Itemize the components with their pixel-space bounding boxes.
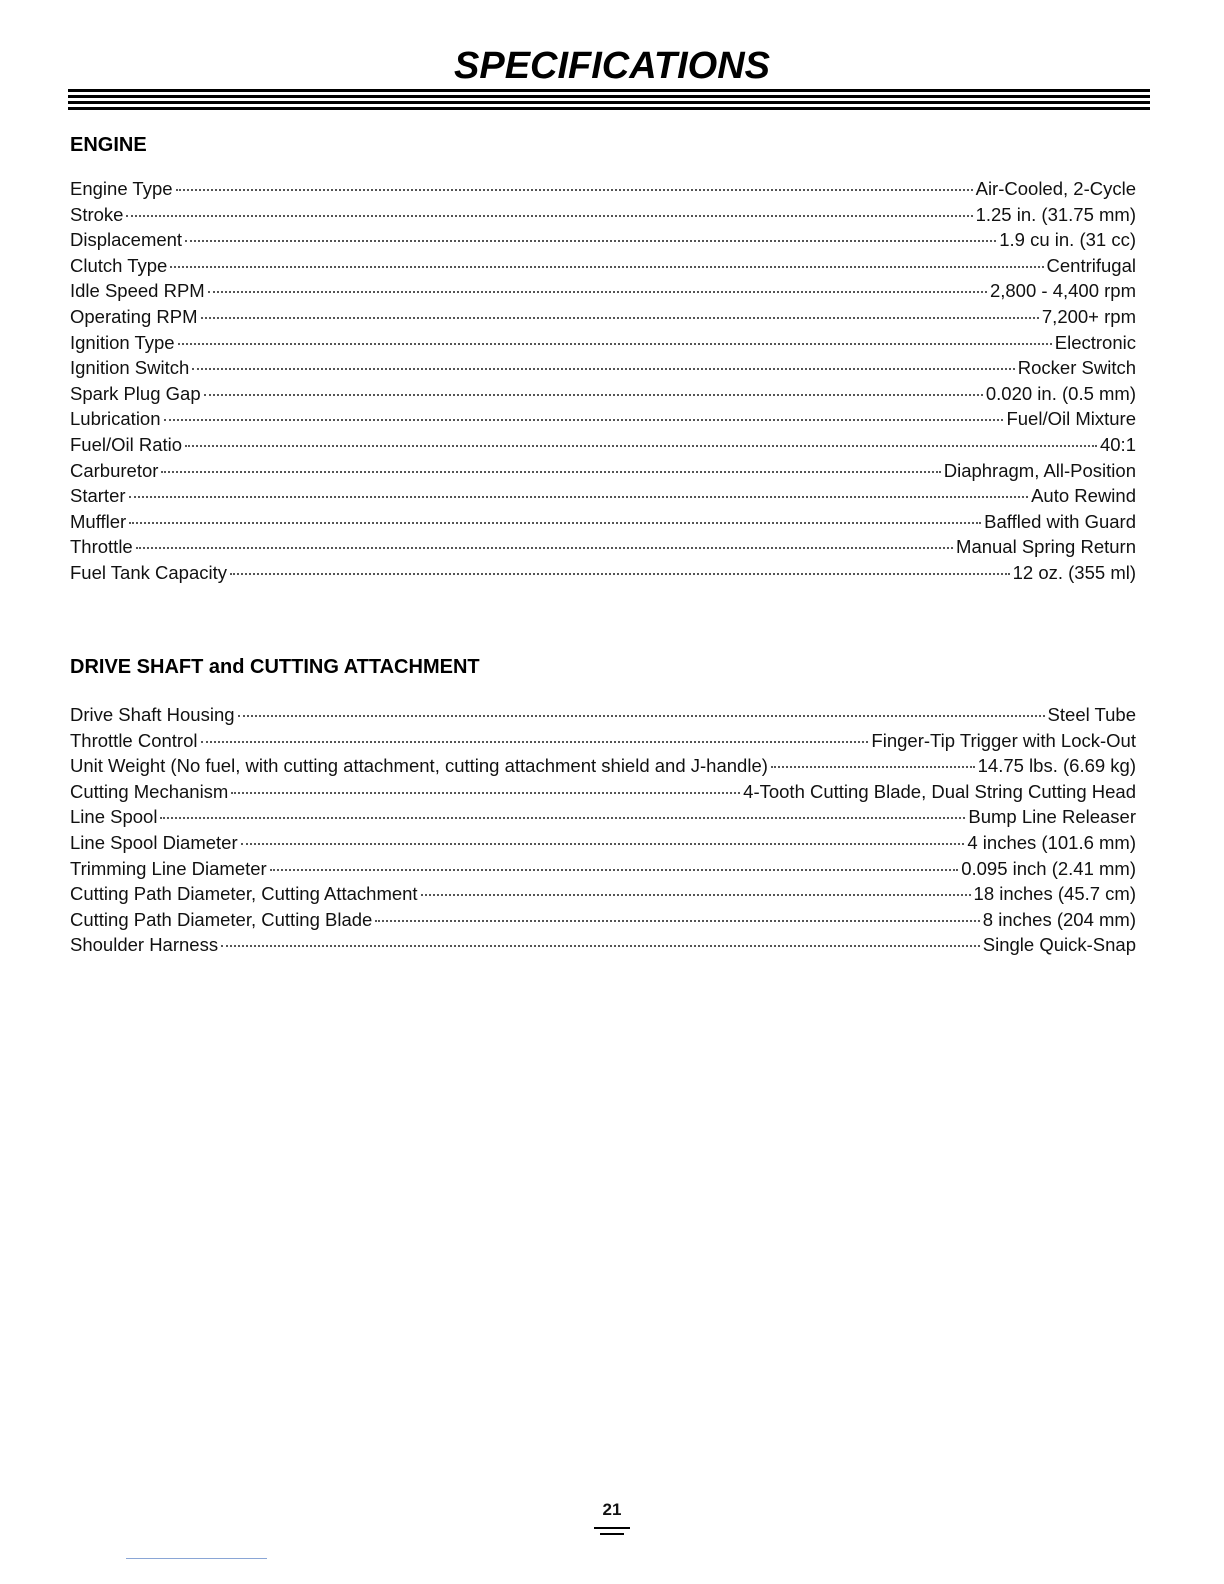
spec-label: Trimming Line Diameter	[70, 857, 267, 879]
spec-row-starter	[70, 483, 1136, 509]
page-title: SPECIFICATIONS	[454, 45, 770, 87]
spec-row-trimming-line-diameter	[70, 856, 1136, 882]
spec-row-cutting-path-blade	[70, 907, 1136, 933]
spec-label: Cutting Mechanism	[70, 780, 229, 802]
spec-row-displacement	[70, 227, 1136, 253]
spec-value: Rocker Switch	[1017, 357, 1136, 379]
spec-label: Muffler	[70, 510, 127, 532]
spec-row-ignition-switch	[70, 355, 1136, 381]
spec-label: Throttle	[70, 536, 133, 558]
spec-row-clutch-type	[70, 253, 1136, 279]
spec-value: 1.25 in. (31.75 mm)	[975, 203, 1136, 225]
spec-value: Bump Line Releaser	[968, 806, 1136, 828]
spec-row-ignition-type	[70, 330, 1136, 356]
dot-leader	[185, 445, 1097, 447]
spec-label: Clutch Type	[70, 254, 168, 276]
spec-label: Drive Shaft Housing	[70, 704, 235, 725]
spec-value: 8 inches (204 mm)	[982, 908, 1136, 930]
spec-label: Stroke	[70, 203, 124, 225]
dot-leader	[204, 394, 983, 396]
spec-label: Spark Plug Gap	[70, 382, 201, 404]
spec-row-operating-rpm	[70, 304, 1136, 330]
drive-section-heading: DRIVE SHAFT and CUTTING ATTACHMENT	[70, 656, 480, 678]
dot-leader	[192, 368, 1014, 370]
page-number: 21	[602, 1500, 622, 1519]
spec-row-stroke	[70, 202, 1136, 228]
spec-value: 0.020 in. (0.5 mm)	[985, 382, 1136, 404]
spec-row-throttle	[70, 534, 1136, 560]
dot-leader	[201, 317, 1039, 319]
spec-label: Carburetor	[70, 459, 159, 481]
spec-row-unit-weight	[70, 753, 1136, 779]
title-underline-rules	[68, 89, 1150, 111]
spec-value: Single Quick-Snap	[982, 934, 1136, 956]
spec-label: Idle Speed RPM	[70, 280, 205, 302]
spec-label: Ignition Type	[70, 331, 175, 353]
spec-label: Fuel/Oil Ratio	[70, 433, 183, 455]
spec-label: Engine Type	[70, 178, 173, 199]
spec-value: Electronic	[1054, 331, 1136, 353]
dot-leader	[201, 741, 869, 743]
drive-spec-list	[70, 702, 1136, 958]
spec-label: Displacement	[70, 229, 183, 251]
dot-leader	[771, 766, 975, 768]
spec-value: 14.75 lbs. (6.69 kg)	[977, 755, 1136, 777]
spec-value: Baffled with Guard	[984, 510, 1136, 532]
spec-value: 12 oz. (355 ml)	[1012, 561, 1136, 583]
spec-label: Lubrication	[70, 408, 161, 430]
spec-value: Diaphragm, All-Position	[943, 459, 1136, 481]
dot-leader	[421, 894, 971, 896]
spec-row-line-spool-diameter	[70, 830, 1136, 856]
spec-row-lubrication	[70, 406, 1136, 432]
spec-label: Line Spool Diameter	[70, 831, 238, 853]
spec-value: 4 inches (101.6 mm)	[967, 831, 1136, 853]
spec-label: Line Spool	[70, 806, 158, 828]
spec-row-line-spool	[70, 804, 1136, 830]
engine-section-heading: ENGINE	[70, 134, 147, 156]
dot-leader	[160, 817, 965, 819]
dot-leader	[129, 522, 981, 524]
spec-value: Centrifugal	[1046, 254, 1136, 276]
spec-label: Unit Weight (No fuel, with cutting attachment, cutting attachment shield and J-handle)	[70, 755, 768, 777]
spec-row-cutting-mechanism	[70, 779, 1136, 805]
spec-row-drive-shaft-housing	[70, 702, 1136, 728]
spec-row-throttle-control	[70, 728, 1136, 754]
spec-label: Shoulder Harness	[70, 934, 219, 956]
spec-row-cutting-path-attachment	[70, 881, 1136, 907]
spec-label: Cutting Path Diameter, Cutting Blade	[70, 908, 373, 930]
spec-value: 40:1	[1099, 433, 1136, 455]
spec-value: Fuel/Oil Mixture	[1006, 408, 1136, 430]
spec-label: Cutting Path Diameter, Cutting Attachment	[70, 883, 418, 905]
dot-leader	[185, 240, 996, 242]
dot-leader	[238, 715, 1045, 717]
dot-leader	[178, 343, 1052, 345]
dot-leader	[270, 869, 958, 871]
dot-leader	[170, 266, 1043, 268]
spec-value: 1.9 cu in. (31 cc)	[999, 229, 1136, 251]
spec-value: 2,800 - 4,400 rpm	[989, 280, 1136, 302]
dot-leader	[221, 945, 980, 947]
dot-leader	[161, 471, 940, 473]
spec-value: Auto Rewind	[1031, 485, 1136, 507]
spec-label: Starter	[70, 485, 126, 507]
dot-leader	[375, 920, 979, 922]
dot-leader	[129, 496, 1029, 498]
dot-leader	[231, 792, 740, 794]
dot-leader	[176, 189, 973, 191]
page-number-rule	[600, 1533, 624, 1535]
spec-row-carburetor	[70, 458, 1136, 484]
spec-value: 4-Tooth Cutting Blade, Dual String Cutting Head	[743, 780, 1136, 802]
dot-leader	[241, 843, 965, 845]
engine-spec-list	[70, 176, 1136, 586]
spec-label: Fuel Tank Capacity	[70, 561, 227, 583]
spec-value: Air-Cooled, 2-Cycle	[975, 178, 1136, 199]
spec-value: 7,200+ rpm	[1041, 305, 1136, 327]
dot-leader	[136, 547, 953, 549]
spec-label: Ignition Switch	[70, 357, 190, 379]
dot-leader	[164, 419, 1004, 421]
spec-row-fuel-oil-ratio	[70, 432, 1136, 458]
dot-leader	[126, 215, 972, 217]
dot-leader	[208, 291, 987, 293]
spec-row-fuel-tank-capacity	[70, 560, 1136, 586]
spec-value: Steel Tube	[1047, 704, 1136, 725]
spec-value: Manual Spring Return	[956, 536, 1136, 558]
spec-label: Throttle Control	[70, 729, 198, 751]
spec-row-idle-speed	[70, 278, 1136, 304]
spec-value: 0.095 inch (2.41 mm)	[961, 857, 1136, 879]
spec-row-engine-type	[70, 176, 1136, 202]
spec-value: 18 inches (45.7 cm)	[973, 883, 1136, 905]
spec-value: Finger-Tip Trigger with Lock-Out	[871, 729, 1136, 751]
spec-label: Operating RPM	[70, 305, 198, 327]
page-number-rule	[594, 1527, 630, 1529]
spec-row-spark-plug-gap	[70, 381, 1136, 407]
spec-row-muffler	[70, 509, 1136, 535]
dot-leader	[230, 573, 1010, 575]
footer-line	[126, 1558, 267, 1559]
spec-row-shoulder-harness	[70, 932, 1136, 958]
